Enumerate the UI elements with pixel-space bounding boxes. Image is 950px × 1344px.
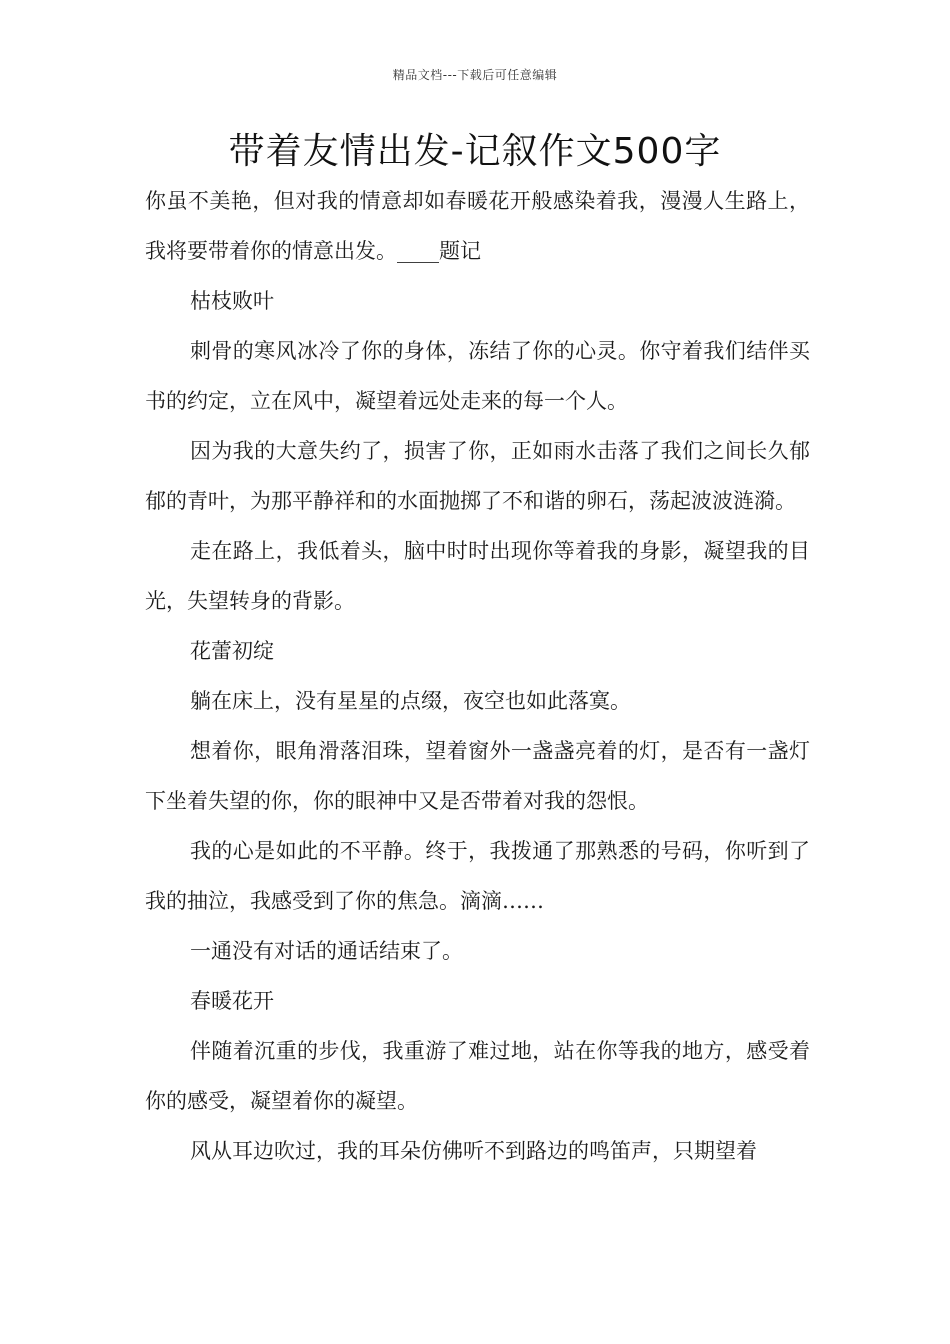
paragraph: 风从耳边吹过，我的耳朵仿佛听不到路边的鸣笛声，只期望着 xyxy=(190,1139,757,1163)
paragraph: 因为我的大意失约了，损害了你，正如雨水击落了我们之间长久郁郁的青叶，为那平静祥和的水面抛掷了不和谐的卵石，荡起波波涟漪。 xyxy=(145,439,810,513)
paragraph: 我的心是如此的不平静。终于，我拨通了那熟悉的号码，你听到了我的抽泣，我感受到了你的焦急。滴滴…… xyxy=(145,839,810,913)
paragraph: 刺骨的寒风冰冷了你的身体，冻结了你的心灵。你守着我们结伴买书的约定，立在风中，凝望着远处走来的每一个人。 xyxy=(145,339,810,413)
paragraph: 想着你，眼角滑落泪珠，望着窗外一盏盏亮着的灯，是否有一盏灯下坐着失望的你，你的眼神中又是否带着对我的怨恨。 xyxy=(145,739,810,813)
section-heading-3: 春暖花开 xyxy=(190,989,274,1013)
page-title: 带着友情出发-记叙作文500字 xyxy=(228,131,722,172)
paragraph-intro: 你虽不美艳，但对我的情意却如春暖花开般感染着我，漫漫人生路上，我将要带着你的情意出发。____题记 xyxy=(145,189,810,263)
essay-body xyxy=(145,176,810,1176)
paragraph: 一通没有对话的通话结束了。 xyxy=(190,939,463,963)
header-note: 精品文档---下载后可任意编辑 xyxy=(392,68,558,82)
paragraph: 走在路上，我低着头，脑中时时出现你等着我的身影，凝望我的目光，失望转身的背影。 xyxy=(145,539,810,613)
paragraph: 伴随着沉重的步伐，我重游了难过地，站在你等我的地方，感受着你的感受，凝望着你的凝望。 xyxy=(145,1039,810,1113)
paragraph: 躺在床上，没有星星的点缀，夜空也如此落寞。 xyxy=(190,689,631,713)
section-heading-2: 花蕾初绽 xyxy=(190,639,274,663)
section-heading-1: 枯枝败叶 xyxy=(190,289,274,313)
